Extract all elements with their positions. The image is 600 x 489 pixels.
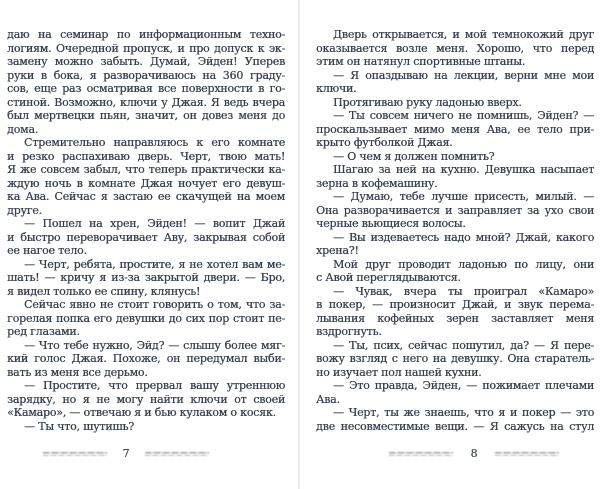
- text-line: этим он натянул спортивные штаны.: [316, 55, 525, 68]
- text-line: — Ты совсем ничего не помнишь, Эйден? —: [333, 109, 594, 122]
- text-line: — Чувак, вчера ты проиграл «Камаро»: [333, 284, 594, 298]
- page-divider: [298, 0, 300, 489]
- text-line: Сейчас явно не стоит говорить о том, что за-: [24, 298, 285, 311]
- text-line: Я же совсем забыл, что теперь практически ка-: [7, 163, 285, 176]
- text-line: ред глазами.: [7, 325, 80, 338]
- footer-ornament-icon: [389, 451, 453, 458]
- text-line: Протягиваю руку ладонью вверх.: [333, 95, 522, 109]
- text-line: ее нагое тело.: [7, 244, 87, 257]
- text-line: зерна в кофемашину.: [316, 176, 438, 190]
- text-line: Шагаю за ней на кухню. Девушка насыпает: [333, 163, 594, 176]
- text-line: шать! — кричу я из-за закрытой двери. — Бро,: [7, 271, 285, 284]
- text-line: друге.: [7, 203, 42, 217]
- page-number: 8: [470, 447, 478, 460]
- text-line: — Ты, псих, сейчас пошутил, да? — Я пере-: [333, 338, 594, 352]
- text-line: Она разворачивается и заправляет за ухо свои: [316, 203, 594, 217]
- text-line: дома.: [7, 122, 39, 136]
- text-line: — Я опаздываю на лекции, верни мне мои: [333, 68, 594, 82]
- text-line: крыто футболкой Джая.: [316, 136, 453, 149]
- text-line: черные вьющиеся волосы.: [316, 217, 466, 230]
- text-line: кий голос Джая. Похоже, он передумал выби-: [7, 352, 285, 365]
- text-line: — Пошел на хрен, Эйден! — вопит Джай: [24, 217, 285, 230]
- text-line: — Думаю, тебе лучше присесть, милый. —: [333, 190, 594, 203]
- text-line: хрена?!: [316, 244, 359, 257]
- text-line: — Вы издеваетесь надо мной? Джай, какого: [333, 230, 594, 244]
- text-line: Мой друг проводит ладонью по лицу, они: [333, 257, 594, 271]
- text-line: горелая попка его девушки до сих пор стоит пе-: [7, 311, 285, 325]
- text-line: оказывается возле меня. Хорошо, что перед: [316, 41, 594, 55]
- footer-ornament-icon: [43, 451, 107, 458]
- text-line: в покер, — произносит Джай, и звук перема-: [316, 298, 594, 311]
- page-number: 7: [122, 447, 130, 460]
- text-line: с Авой переглядываются.: [316, 271, 461, 284]
- text-line: Стремительно направляюсь к его комнате: [24, 136, 285, 149]
- text-line: был мертвецки пьян, значит, он довез меня до: [7, 109, 285, 122]
- page-right-text: [316, 28, 594, 436]
- text-line: проскальзывает мимо меня Ава, ее тело при-: [316, 122, 594, 136]
- text-line: зарядку, но я не могу найти ключи от своей: [7, 392, 285, 406]
- text-line: даю на семинар по информационным техно-: [7, 28, 285, 41]
- text-line: ждую ночь в комнате Джая ночует его девуш-: [7, 176, 285, 190]
- text-line: ка Ава. Сейчас я застаю ее скачущей на моем: [7, 190, 285, 203]
- text-line: — Что тебе нужно, Эйд? — слышу более мяг-: [24, 338, 285, 352]
- footer-ornament-icon: [145, 451, 209, 458]
- text-line: но изучает пол нашей кухни.: [316, 365, 482, 379]
- text-line: — Ты что, шутишь?: [24, 419, 134, 433]
- page-left[interactable]: [0, 0, 299, 489]
- footer-ornament-icon: [495, 451, 559, 458]
- text-line: логиям. Очередной пропуск, и про допуск к эк-: [7, 41, 285, 55]
- page-right[interactable]: [301, 0, 600, 489]
- text-line: сов, еще раз осматривая все поверхности в го-: [7, 82, 285, 95]
- text-line: вожу взгляд с него на девушку. Она старатель-: [316, 352, 594, 365]
- text-line: лывания кофейных зерен заставляет меня: [316, 311, 594, 325]
- text-line: ключи.: [316, 82, 357, 95]
- text-line: вздрогнуть.: [316, 325, 382, 338]
- page-left-text: [7, 28, 285, 436]
- text-line: вать из меня все дерьмо.: [7, 365, 148, 379]
- page-right-footer: [389, 447, 559, 461]
- text-line: замену можно забыть. Думай, Эйден! Уперев: [7, 55, 285, 68]
- text-line: руки в бока, я разворачиваюсь на 360 граду-: [7, 68, 285, 82]
- text-line: — Простите, что прервал вашу утреннюю: [24, 379, 285, 392]
- text-line: я видел только ее спину, клянусь!: [7, 284, 201, 298]
- text-line: две несовместимые вещи. — Я сажусь на стул: [316, 419, 594, 433]
- text-line: Ава.: [316, 392, 340, 406]
- text-line: стиной. Возможно, ключи у Джая. Я ведь вчера: [7, 95, 285, 109]
- text-line: и резко распахиваю дверь. Черт, твою мать!: [7, 149, 285, 163]
- text-line: и быстро переворачивает Аву, закрывая собой: [7, 230, 285, 244]
- text-line: — О чем я должен помнить?: [333, 149, 495, 163]
- text-line: — Черт, ты же знаешь, что я и покер — это: [333, 406, 594, 419]
- text-line: «Камаро», — отвечаю я и бью кулаком о косяк.: [7, 406, 276, 419]
- text-line: — Это правда, Эйден, — пожимает плечами: [333, 379, 594, 392]
- text-line: Дверь открывается, и мой темнокожий друг: [333, 28, 594, 41]
- text-line: — Черт, ребята, простите, я не хотел вам ме-: [24, 257, 285, 271]
- page-left-footer: [43, 447, 209, 461]
